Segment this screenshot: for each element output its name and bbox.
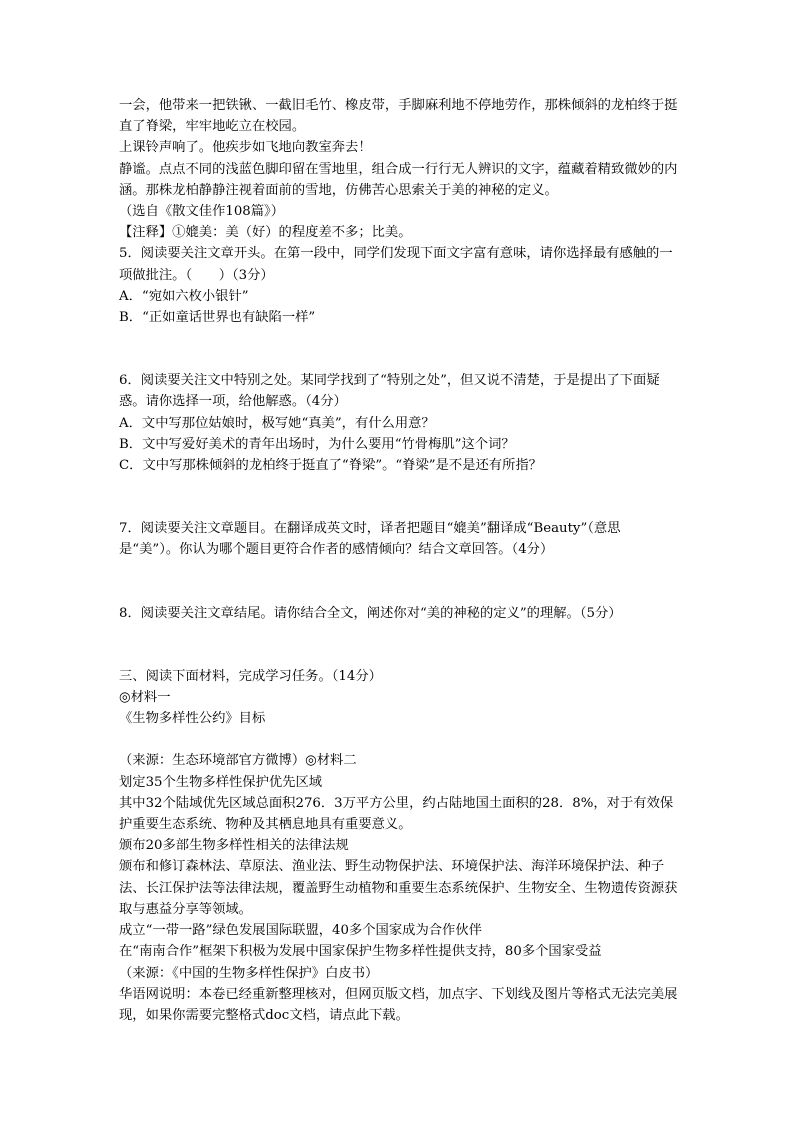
material-1-source: （来源：生态环境部官方微博）◎材料二: [119, 753, 357, 769]
footer-note: 华语网说明：本卷已经重新整理核对，但网页版文档，加点字、下划线及图片等格式无法完美展现，如果你需要完整格式doc文档，请点此下载。: [119, 986, 678, 1023]
material-2-line-3: 颁布20多部生物多样性相关的法律法规: [119, 838, 349, 854]
question-7-stem: 7．阅读要关注文章题目。在翻译成英文时，译者把题目“媲美”翻译成“Beauty”（意思是“美”）。你认为哪个题目更符合作者的感情倾向？结合文章回答。（4分）: [119, 521, 621, 558]
question-6-option-c: C．文中写那株倾斜的龙柏终于挺直了“脊梁”。“脊梁”是不是还有所指？: [119, 458, 542, 474]
question-6-option-b: B．文中写爱好美术的青年出场时，为什么要用“竹骨梅肌”这个词？: [119, 436, 515, 452]
answer-space: [119, 328, 679, 370]
material-2-line-2: 其中32个陆域优先区域总面积276．3万平方公里，约占陆地国土面积的28．8%，对于有效保护重要生态系统、物种及其栖息地具有重要意义。: [119, 795, 674, 833]
answer-space: [119, 561, 679, 603]
material-2-line-5: 成立“一带一路”绿色发展国际联盟，40多个国家成为合作伙伴: [119, 923, 482, 939]
material-2-line-6: 在“南南合作”框架下积极为发展中国家保护生物多样性提供支持，80多个国家受益: [119, 944, 602, 960]
question-5-stem: 5．阅读要关注文章开头。在第一段中，同学们发现下面文字富有意味，请你选择最有感触的一项做批注。（ ）（3分）: [119, 246, 673, 283]
material-2-source: （来源：《中国的生物多样性保护》白皮书）: [119, 965, 379, 981]
story-paragraph-1: 一会，他带来一把铁锹、一截旧毛竹、橡皮带，手脚麻利地不停地劳作，那株倾斜的龙柏终于挺直了脊梁，牢牢地屹立在校园。: [119, 98, 678, 135]
material-1-label: ◎材料一: [119, 690, 171, 706]
image-placeholder-space: [119, 729, 679, 750]
question-8-stem: 8．阅读要关注文章结尾。请你结合全文，阐述你对“美的神秘的定义”的理解。（5分）: [119, 605, 622, 621]
story-paragraph-3: 静谧。点点不同的浅蓝色脚印留在雪地里，组合成一行行无人辨识的文字，蕴藏着精致微妙的内涵。那株龙柏静静注视着面前的雪地，仿佛苦心思索关于美的神秘的定义。: [119, 161, 678, 198]
answer-space: [119, 624, 679, 666]
document-page: [119, 95, 679, 1026]
material-2-line-1: 划定35个生物多样性保护优先区域: [119, 774, 323, 790]
question-5-option-b: B．“正如童话世界也有缺陷一样”: [119, 310, 316, 326]
section-3-heading: 三、阅读下面材料，完成学习任务。（14分）: [119, 668, 382, 684]
material-2-line-4: 颁布和修订森林法、草原法、渔业法、野生动物保护法、环境保护法、海洋环境保护法、种子法、长江保护法等法律法规，覆盖野生动植物和重要生态系统保护、生物安全、生物遗传资源获取与惠益分享等领域。: [119, 859, 678, 917]
story-source: （选自《散文佳作108篇》）: [119, 204, 284, 220]
material-1-title: 《生物多样性公约》目标: [119, 711, 266, 727]
story-paragraph-2: 上课铃声响了。他疾步如飞地向教室奔去！: [119, 140, 372, 156]
question-6-option-a: A．文中写那位姑娘时，极写她“真美”，有什么用意？: [119, 415, 435, 431]
answer-space: [119, 476, 679, 518]
story-note: 【注释】①媲美：美（好）的程度差不多；比美。: [119, 225, 412, 241]
question-6-stem: 6．阅读要关注文中特别之处。某同学找到了“特别之处”，但又说不清楚，于是提出了下面疑惑。请你选择一项，给他解惑。（4分）: [119, 373, 660, 410]
question-5-option-a: A．“宛如六枚小银针”: [119, 288, 249, 304]
